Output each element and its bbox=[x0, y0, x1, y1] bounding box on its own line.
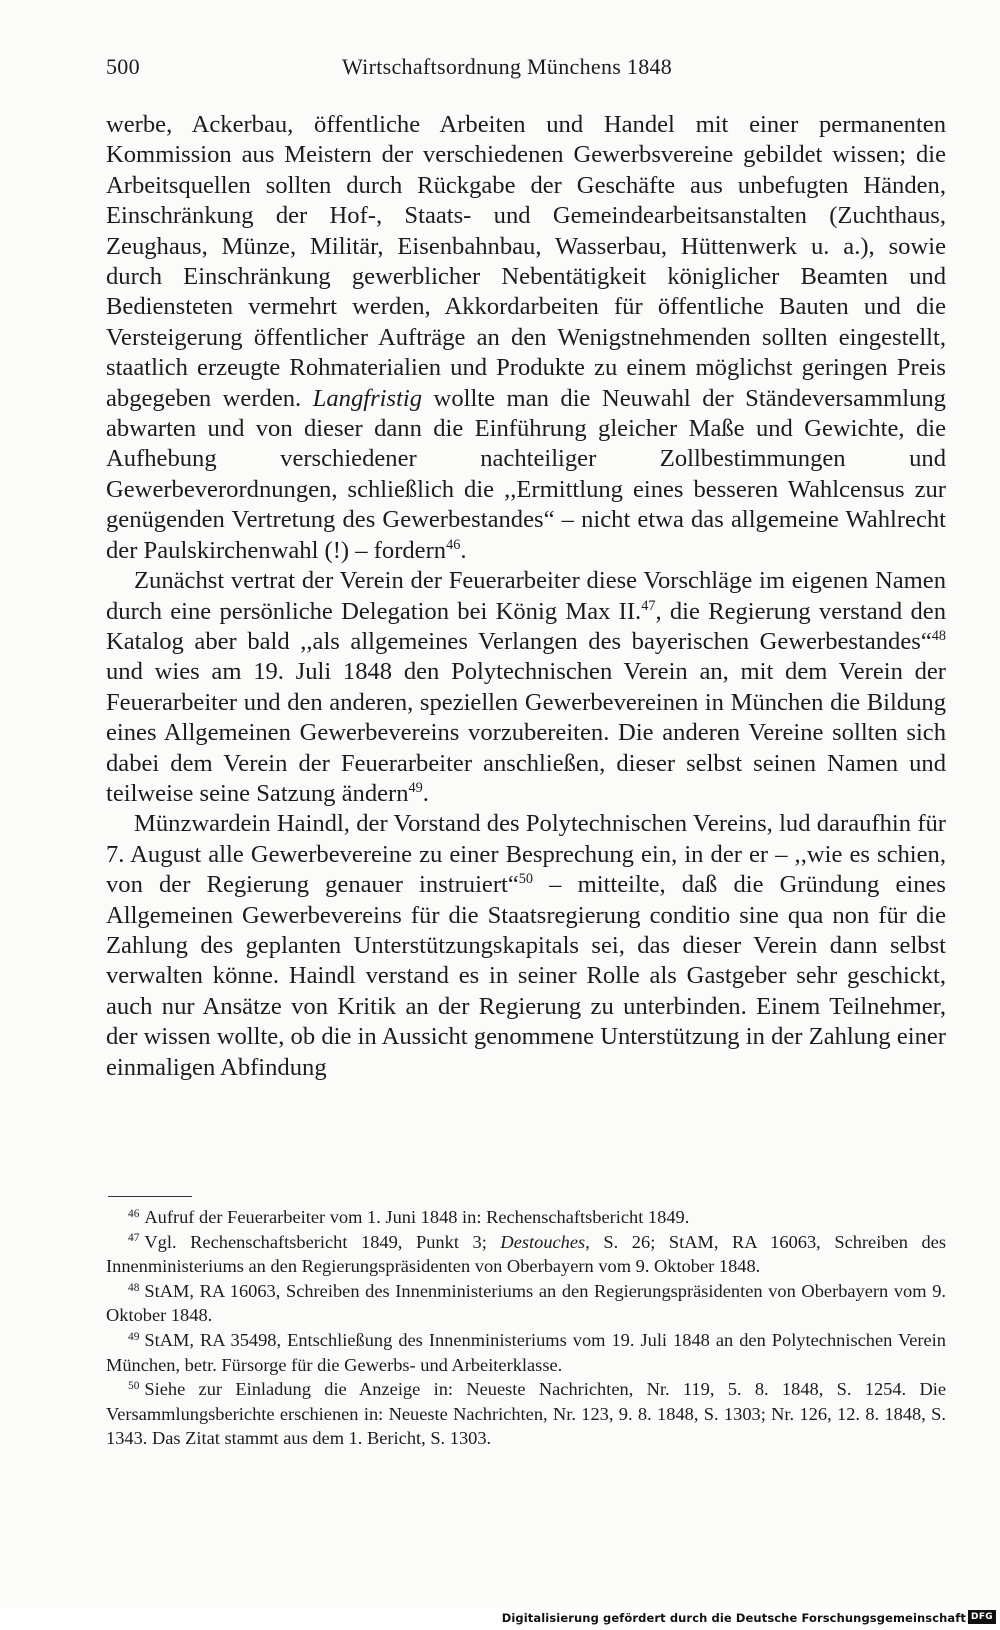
paragraph-2-text-c: und wies am 19. Juli 1848 den Polytechnischen Verein an, mit dem Verein der Feuerarbeiter und den anderen, speziellen Gewerbevereinen in München die Bildung eines Allgemeinen Gewerbevereins vorzubereiten. Die anderen Vereine sollten sich dabei dem Verein der Feuerarbeiter anschließen, dieser selbst seinen Namen und teilweise seine Satzung ändern bbox=[106, 658, 946, 807]
paragraph-1-text-b: wollte man die Neuwahl der Ständeversammlung abwarten und von dieser dann die Einführung gleicher Maße und Gewichte, die Aufhebung verschiedener nachteiliger Zollbestimmungen und Gewerbeverordnungen, schließlich die ,,Ermittlung eines besseren Wahlcensus zur genügenden Vertretung des Gewerbestandes“ – nicht etwa das allgemeine Wahlrecht der Paulskirchenwahl (!) – fordern bbox=[106, 384, 946, 564]
footnote-ref-49[interactable]: 49 bbox=[408, 780, 423, 797]
footnote-text: StAM, RA 35498, Entschließung des Innenministeriums vom 19. Juli 1848 an den Polytechnischen Verein München, betr. Fürsorge für die Gewerbs- und Arbeiterklasse. bbox=[106, 1329, 946, 1375]
footnote-50 bbox=[106, 1377, 946, 1451]
paragraph-1-text-a: werbe, Ackerbau, öffentliche Arbeiten und Handel mit einer permanenten Kommission aus Meistern der verschiedenen Gewerbsvereine gebildet wissen; die Arbeitsquellen sollten durch Rückgabe der Geschäfte aus unbefugten Händen, Einschränkung der Hof-, Staats- und Gemeindearbeitsanstalten (Zuchthaus, Zeughaus, Münze, Militär, Eisenbahnbau, Wasserbau, Hüttenwerk u. a.), sowie durch Einschränkung gewerblicher Nebentätigkeit königlicher Beamten und Bediensteten vermehrt werden, Akkordarbeiten für öffentliche Bauten und die Versteigerung öffentlicher Aufträge an den Wenigstnehmenden sollten eingestellt, staatlich erzeugte Rohmaterialien und Produkte zu einem möglichst geringen Preis abgegeben werden. bbox=[106, 111, 946, 412]
footnote-48 bbox=[106, 1279, 946, 1328]
paragraph-2-text-a: Zunächst vertrat der Verein der Feuerarbeiter diese Vorschläge im eigenen Namen durch eine persönliche Delegation bei König Max II. bbox=[106, 567, 946, 625]
footnote-text: StAM, RA 16063, Schreiben des Innenministeriums an den Regierungspräsidenten von Oberbayern vom 9. Oktober 1848. bbox=[106, 1280, 946, 1326]
footnote-49 bbox=[106, 1328, 946, 1377]
footnote-number: 50 bbox=[128, 1379, 140, 1392]
running-header bbox=[106, 54, 946, 86]
footnote-ref-46[interactable]: 46 bbox=[446, 536, 461, 553]
footnote-divider bbox=[108, 1196, 192, 1197]
footnote-number: 48 bbox=[128, 1281, 140, 1294]
footnote-number: 49 bbox=[128, 1330, 140, 1343]
footnote-text: Vgl. Rechenschaftsbericht 1849, Punkt 3; bbox=[144, 1231, 501, 1252]
footnote-ref-47[interactable]: 47 bbox=[641, 597, 656, 614]
paragraph-3 bbox=[106, 809, 946, 1083]
footnote-number: 46 bbox=[128, 1207, 140, 1220]
footnote-text: Siehe zur Einladung die Anzeige in: Neueste Nachrichten, Nr. 119, 5. 8. 1848, S. 1254. Die Versammlungsberichte erschienen in: Neueste Nachrichten, Nr. 123, 9. 8. 1848, S. 1303; Nr. 126, 12. 8. 1848, S. 1343. Das Zitat stammt aus dem 1. Bericht, S. 1303. bbox=[106, 1379, 946, 1449]
main-text bbox=[106, 110, 946, 1083]
footnotes bbox=[106, 1205, 946, 1451]
footnote-46 bbox=[106, 1205, 946, 1230]
paragraph-3-text-b: – mitteilte, daß die Gründung eines Allgemeinen Gewerbevereins für die Staatsregierung conditio sine qua non für die Zahlung des geplanten Unterstützungskapitals sei, das dieser Verein dann selbst verwalten könne. Haindl verstand es in seiner Rolle als Gastgeber sehr geschickt, auch nur Ansätze von Kritik an der Regierung zu unterbinden. Einem Teilnehmer, der wissen wollte, ob die in Aussicht genommene Unterstützung in der Zahlung einer einmaligen Abfindung bbox=[106, 871, 946, 1081]
digitization-note: Digitalisierung gefördert durch die Deutsche Forschungsgemeinschaft bbox=[501, 1611, 966, 1625]
paragraph-1-italic: Langfristig bbox=[312, 384, 423, 412]
paragraph-1 bbox=[106, 110, 946, 566]
footnote-number: 47 bbox=[128, 1232, 140, 1245]
paragraph-2-text-b: , die Regierung verstand den Katalog aber bald ,,als allgemeines Verlangen des bayerischen Gewerbestandes“ bbox=[106, 597, 946, 655]
paragraph-2 bbox=[106, 566, 946, 809]
footnote-47 bbox=[106, 1230, 946, 1279]
footnote-ref-50[interactable]: 50 bbox=[518, 871, 534, 888]
footnote-ref-48[interactable]: 48 bbox=[931, 628, 946, 645]
dfg-logo-icon: DFG bbox=[968, 1610, 996, 1624]
footnote-text-rest: , S. 26; StAM, RA 16063, Schreiben des Innenministeriums an den Regierungspräsidenten von Oberbayern vom 9. Oktober 1848. bbox=[106, 1231, 946, 1277]
running-title: Wirtschaftsordnung Münchens 1848 bbox=[342, 54, 673, 79]
paragraph-1-end: . bbox=[460, 536, 467, 564]
page-number: 500 bbox=[106, 54, 140, 79]
footnote-text: Aufruf der Feuerarbeiter vom 1. Juni 1848 in: Rechenschaftsbericht 1849. bbox=[144, 1207, 690, 1227]
paragraph-2-end: . bbox=[422, 779, 429, 807]
paragraph-3-text-a: Münzwardein Haindl, der Vorstand des Polytechnischen Vereins, lud daraufhin für 7. August alle Gewerbevereine zu einer Besprechung ein, in der er – ,,wie es schien, von der Regierung genauer instruiert“ bbox=[106, 810, 946, 899]
footnote-italic-author: Destouches bbox=[500, 1231, 586, 1252]
